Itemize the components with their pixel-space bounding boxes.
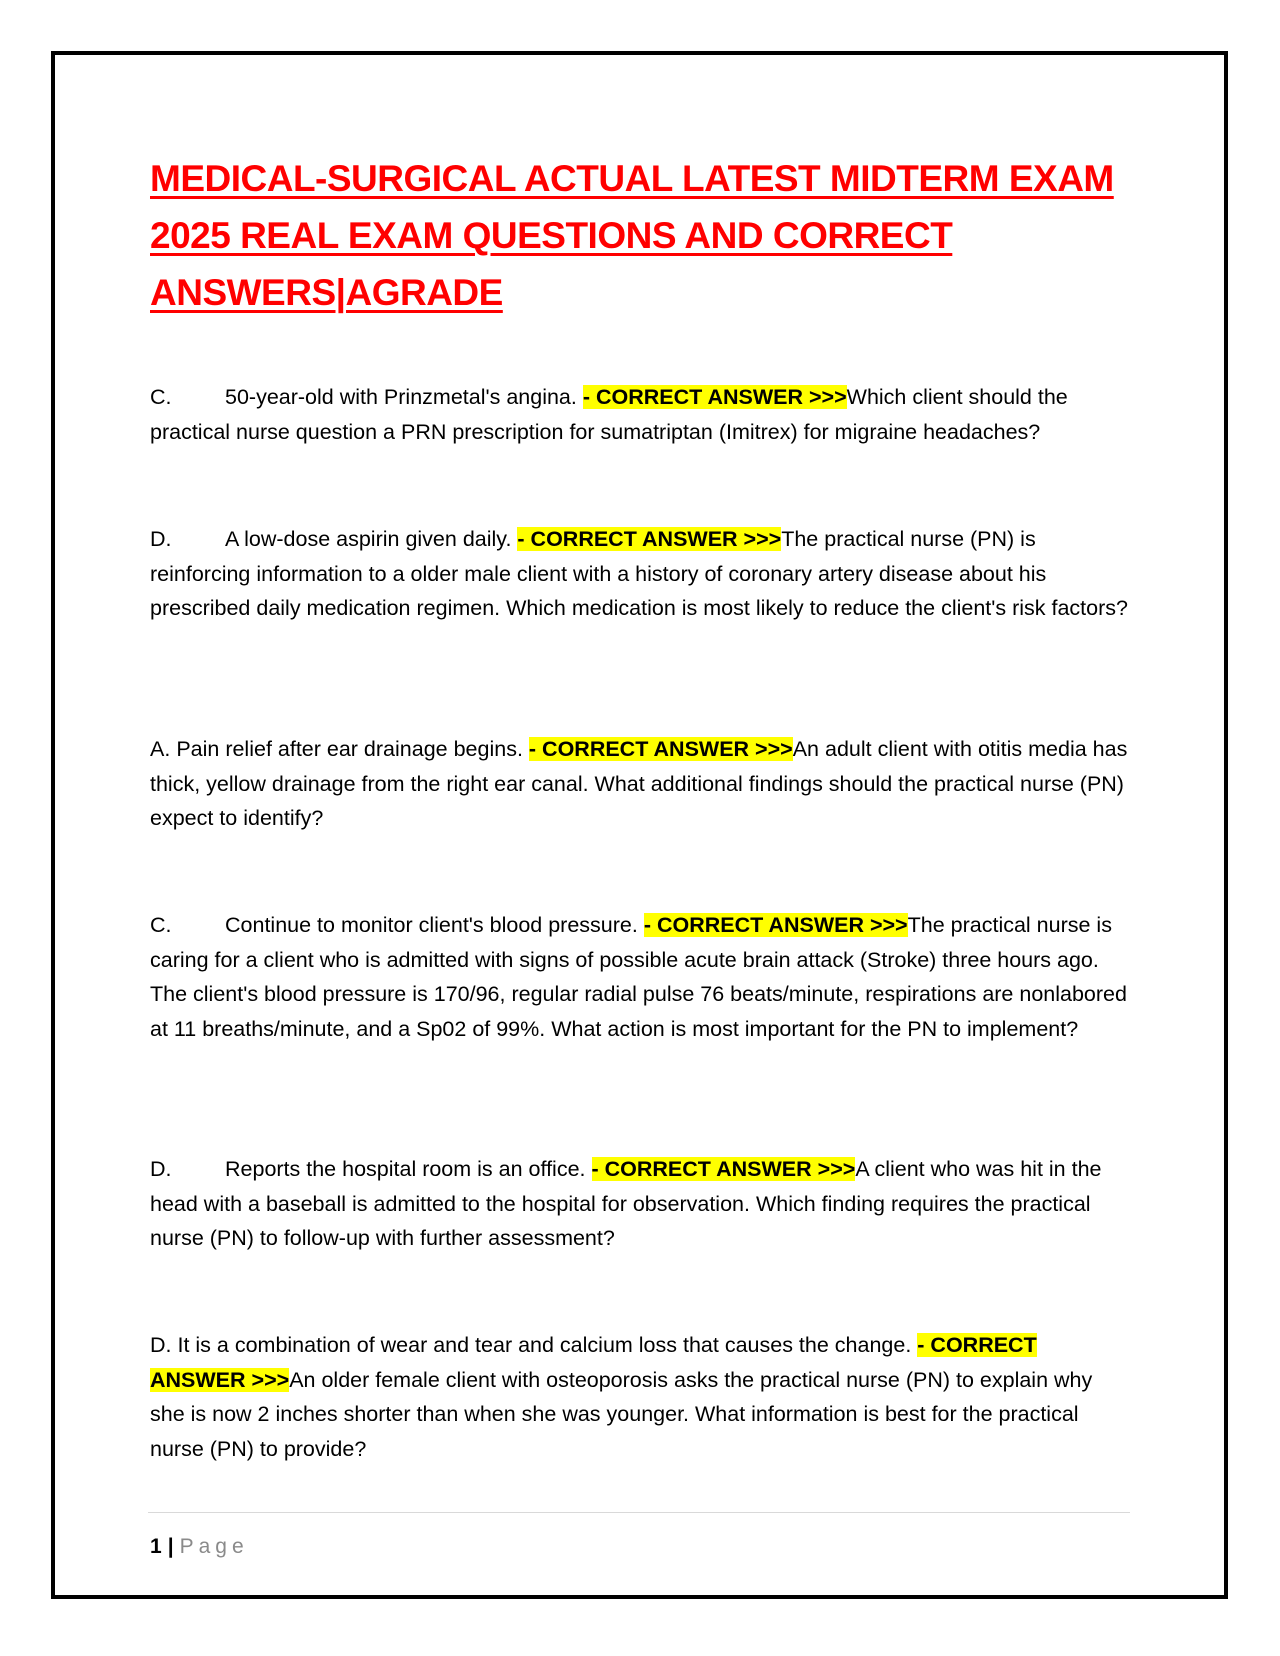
question-text: A client who was hit in the head with a baseball is admitted to the hospital for observation. Which finding requires the practical nurse (PN) to follow-up with further assessment?	[150, 1157, 1102, 1250]
answer-option-letter: C.	[150, 913, 172, 937]
page-number: 1	[150, 1535, 162, 1558]
answer-option-letter: D.	[150, 1333, 172, 1357]
question-text: An older female client with osteoporosis asks the practical nurse (PN) to explain why she is now 2 inches shorter than when she was younger. What information is best for the practical nurse (PN) to provide?	[150, 1367, 1093, 1461]
answer-text: A low-dose aspirin given daily.	[225, 527, 512, 551]
answer-option-letter: D.	[150, 1157, 172, 1181]
question-text: The practical nurse (PN) is reinforcing information to a older male client with a history of coronary artery disease about his prescribed daily medication regimen. Which medication is most likely to reduce the client's risk factors?	[150, 527, 1128, 620]
correct-answer-marker: - CORRECT ANSWER >>>	[517, 527, 782, 551]
answer-option-letter: D.	[150, 527, 172, 551]
answer-option-letter: A.	[150, 737, 171, 761]
correct-answer-marker: - CORRECT ANSWER >>>	[591, 1157, 856, 1181]
answer-text: Continue to monitor client's blood pressure.	[225, 913, 638, 937]
question-text: The practical nurse is caring for a client who is admitted with signs of possible acute brain attack (Stroke) three hours ago. The client's blood pressure is 170/96, regular radial pulse 76 beats/minute, respirations are nonlabored at 11 breaths/minute, and a Sp02 of 99%. What action is most important for the PN to implement?	[150, 913, 1127, 1041]
qa-item	[150, 732, 1130, 836]
qa-item	[150, 380, 1130, 449]
qa-item	[150, 1152, 1130, 1256]
answer-option-letter: C.	[150, 385, 172, 409]
page-label: Page	[179, 1535, 249, 1558]
footer-divider	[148, 1512, 1130, 1513]
footer-separator: |	[167, 1535, 174, 1558]
question-text: Which client should the practical nurse question a PRN prescription for sumatriptan (Imitrex) for migraine headaches?	[150, 385, 1068, 444]
correct-answer-marker: - CORRECT ANSWER >>>	[528, 737, 793, 761]
correct-answer-marker: - CORRECT ANSWER >>>	[150, 1333, 1037, 1392]
document-title: MEDICAL-SURGICAL ACTUAL LATEST MIDTERM EXAM 2025 REAL EXAM QUESTIONS AND CORRECT ANSWERS|AGRADE	[150, 158, 1114, 313]
correct-answer-marker: - CORRECT ANSWER >>>	[582, 385, 847, 409]
answer-text: Reports the hospital room is an office.	[225, 1157, 586, 1181]
correct-answer-marker: - CORRECT ANSWER >>>	[643, 913, 908, 937]
question-text: An adult client with otitis media has thick, yellow drainage from the right ear canal. What additional findings should the practical nurse (PN) expect to identify?	[150, 737, 1128, 830]
page-footer	[150, 1532, 249, 1562]
qa-item	[150, 1328, 1130, 1466]
qa-item	[150, 522, 1130, 626]
answer-text: 50-year-old with Prinzmetal's angina.	[225, 385, 577, 409]
answer-text: It is a combination of wear and tear and calcium loss that causes the change.	[177, 1333, 912, 1357]
qa-item	[150, 908, 1130, 1046]
answer-text: Pain relief after ear drainage begins.	[176, 737, 523, 761]
